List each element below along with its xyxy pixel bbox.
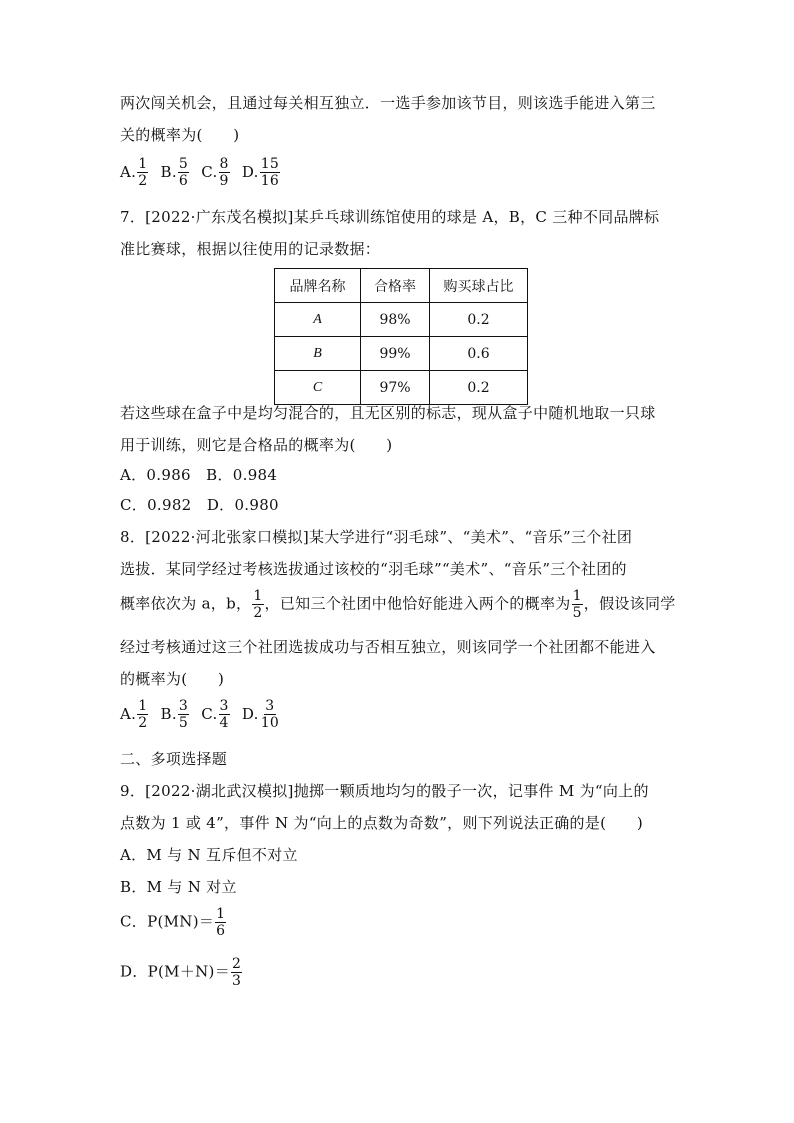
q6-text-line-1: 两次闯关机会，且通过每关相互独立．一选手参加该节目，则该选手能进入第三: [120, 94, 656, 112]
table-row: [275, 371, 528, 405]
table-cell: 98%: [361, 303, 430, 337]
q6-option-c: C. $\frac{8}{9}$: [201, 156, 229, 189]
q8-option-d: D. $\frac{3}{10}$: [241, 698, 280, 731]
q8-text-line-2: 选拔．某同学经过考核选拔通过该校的“羽毛球”“美术”、“音乐”三个社团的: [120, 560, 627, 578]
brand-table: [274, 268, 528, 405]
table-row: [275, 337, 528, 371]
table-row: [275, 303, 528, 337]
q9-text-line-2: 点数为 1 或 4”，事件 N 为“向上的点数为奇数”，则下列说法正确的是( ): [120, 814, 644, 832]
table-header-row: [275, 269, 528, 303]
q6-text-line-2: 关的概率为( ): [120, 126, 240, 144]
fraction: $\frac{1}{2}$: [253, 588, 263, 621]
q8-text-line-1: 8．[2022·河北张家口模拟]某大学进行“羽毛球”、“美术”、“音乐”三个社团: [120, 528, 633, 546]
q8-option-c: C. $\frac{3}{4}$: [201, 698, 229, 731]
table-cell: B: [275, 337, 361, 371]
table-cell: 97%: [361, 371, 430, 405]
q7-options-ab: A．0.986 B．0.984: [120, 466, 278, 484]
q6-options: [120, 156, 287, 189]
table-cell: 0.2: [430, 303, 528, 337]
fraction: $\frac{1}{5}$: [572, 588, 582, 621]
q9-option-b: B．M 与 N 对立: [120, 878, 237, 896]
q7-options-cd: C．0.982 D．0.980: [120, 496, 279, 514]
table-header-cell: 合格率: [361, 269, 430, 303]
fraction: $\frac{2}{3}$: [232, 956, 242, 989]
q8-option-a: A. $\frac{1}{2}$: [120, 698, 148, 731]
table-cell: C: [275, 371, 361, 405]
q7-text-line-1: 7．[2022·广东茂名模拟]某乒乓球训练馆使用的球是 A，B，C 三种不同品牌标: [120, 208, 660, 226]
q9-text-line-1: 9．[2022·湖北武汉模拟]抛掷一颗质地均匀的骰子一次，记事件 M 为“向上的: [120, 782, 649, 800]
q9-option-c: C．P(MN)＝ $\frac{1}{6}$: [120, 906, 226, 939]
q6-option-d: D. $\frac{15}{16}$: [241, 156, 280, 189]
q8-text-line-4: 经过考核通过这三个社团选拔成功与否相互独立，则该同学一个社团都不能进入: [120, 638, 656, 656]
q8-text-line-5: 的概率为( ): [120, 670, 225, 688]
q6-option-a: A. $\frac{1}{2}$: [120, 156, 148, 189]
table-header-cell: 购买球占比: [430, 269, 528, 303]
table-cell: 0.2: [430, 371, 528, 405]
q7-text-line-3: 若这些球在盒子中是均匀混合的，且无区别的标志，现从盒子中随机地取一只球: [120, 404, 656, 422]
table-cell: A: [275, 303, 361, 337]
q6-option-b: B. $\frac{5}{6}$: [160, 156, 189, 189]
fraction: $\frac{1}{6}$: [216, 906, 226, 939]
q8-text-line-3: 概率依次为 a，b， $\frac{1}{2}$ ，已知三个社团中他恰好能进入两个的概率为 $\frac{1}{5}$ ，假设该同学: [120, 588, 676, 621]
q9-option-d: D．P(M＋N)＝ $\frac{2}{3}$: [120, 956, 242, 989]
q9-option-a: A．M 与 N 互斥但不对立: [120, 846, 298, 864]
section-heading: 二、多项选择题: [120, 750, 228, 768]
table-cell: 0.6: [430, 337, 528, 371]
table-header-cell: 品牌名称: [275, 269, 361, 303]
q8-options: [120, 698, 287, 731]
q7-text-line-2: 准比赛球，根据以往使用的记录数据：: [120, 240, 381, 258]
q8-option-b: B. $\frac{3}{5}$: [160, 698, 189, 731]
q7-text-line-4: 用于训练，则它是合格品的概率为( ): [120, 436, 393, 454]
table-cell: 99%: [361, 337, 430, 371]
